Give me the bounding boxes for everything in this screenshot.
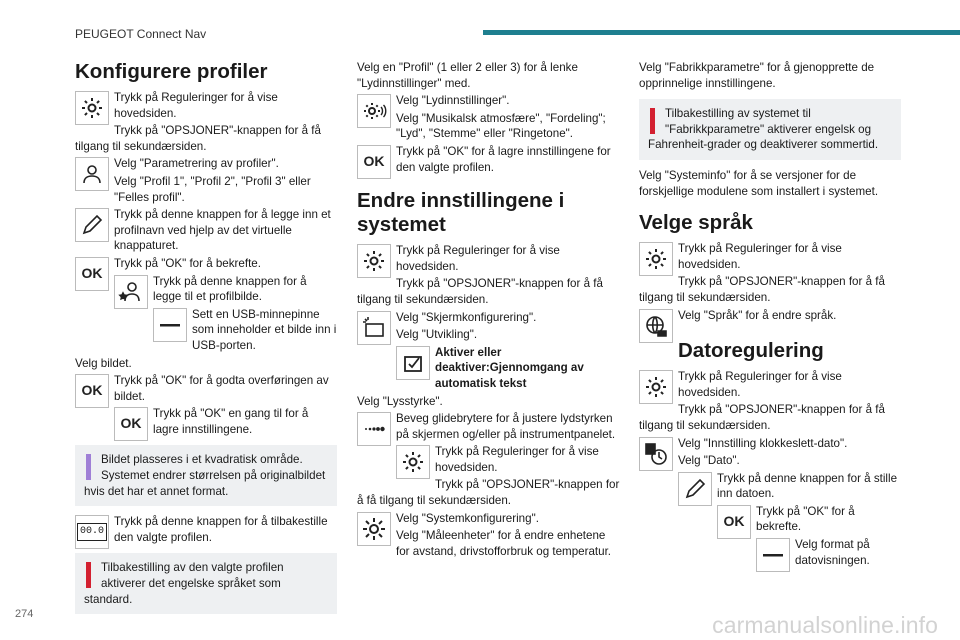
instruction-text: Trykk på Reguleringer for å vise hovedsiden. bbox=[678, 370, 842, 399]
checkbox-icon bbox=[396, 346, 430, 380]
clock-icon bbox=[639, 437, 673, 471]
instruction-text: Trykk på "OPSJONER"-knappen for å få tilgang til sekundærsiden. bbox=[357, 478, 620, 508]
ok-button-image: OK bbox=[114, 407, 148, 441]
gear-icon bbox=[639, 242, 673, 276]
info-icon bbox=[86, 454, 91, 480]
instruction-row bbox=[75, 274, 337, 305]
instruction-text: Trykk på Reguleringer for å vise hovedsiden. bbox=[435, 445, 599, 474]
instruction-row bbox=[639, 308, 901, 324]
section-heading: Velge språk bbox=[639, 211, 753, 235]
section-heading: Endre innstillingene i systemet bbox=[357, 189, 565, 237]
instruction-text: Trykk på denne knappen for å tilbakestille den valgte profilen. bbox=[114, 515, 328, 544]
ok-button-image: OK bbox=[75, 374, 109, 408]
pencil-icon bbox=[678, 472, 712, 506]
warning-note: Tilbakestilling av den valgte profilen aktiverer det engelske språket som standard. bbox=[75, 553, 337, 614]
reset-counter-icon: 00.0 bbox=[75, 515, 109, 549]
instruction-row bbox=[75, 207, 337, 254]
instruction-text: Trykk på "OK" for å godta overføringen av bildet. bbox=[114, 374, 329, 403]
instruction-text: Velg "Systeminfo" for å se versjoner for de forskjellige modulene som installert i systemet. bbox=[639, 168, 879, 198]
instruction-row bbox=[357, 310, 620, 326]
instruction-text: Velg "Innstilling klokkeslett-dato". bbox=[678, 436, 848, 450]
instruction-row bbox=[75, 156, 337, 172]
instruction-row bbox=[639, 369, 901, 400]
instruction-text: Trykk på "OK" en gang til for å lagre innstillingene. bbox=[153, 407, 309, 436]
page-number: 274 bbox=[15, 608, 34, 620]
instruction-row bbox=[357, 144, 620, 175]
instruction-row bbox=[75, 307, 337, 354]
instruction-text: Sett en USB-minnepinne som inneholder et bilde inn i USB-porten. bbox=[192, 307, 337, 352]
column-2 bbox=[357, 58, 620, 561]
running-header: PEUGEOT Connect Nav bbox=[75, 27, 207, 41]
instruction-row bbox=[75, 406, 337, 437]
gear-icon bbox=[357, 244, 391, 278]
instruction-text: Velg "Profil 1", "Profil 2", "Profil 3" eller "Felles profil". bbox=[114, 174, 311, 204]
gear-icon bbox=[639, 370, 673, 404]
instruction-text: Trykk på Reguleringer for å vise hovedsiden. bbox=[114, 91, 278, 120]
sound-settings-icon bbox=[357, 94, 391, 128]
instruction-row bbox=[357, 243, 620, 274]
watermark: carmanualsonline.info bbox=[712, 612, 938, 639]
instruction-row bbox=[75, 514, 337, 545]
header-accent-bar bbox=[483, 30, 960, 35]
usb-bar-icon bbox=[756, 538, 790, 572]
instruction-row bbox=[75, 373, 337, 404]
warning-note: Tilbakestilling av systemet til "Fabrikkparametre" aktiverer engelsk og Fahrenheit-grader og deaktiverer sommertid. bbox=[639, 99, 901, 160]
instruction-text: Velg en "Profil" (1 eller 2 eller 3) for å lenke "Lydinnstillinger" med. bbox=[357, 61, 578, 90]
instruction-row bbox=[639, 241, 901, 272]
instruction-row bbox=[75, 256, 337, 282]
instruction-row bbox=[357, 93, 620, 109]
info-note: Bildet plasseres i et kvadratisk område. Systemet endrer størrelsen på originalbildet hvis det har et annet format. bbox=[75, 445, 337, 506]
instruction-text: Velg bildet. bbox=[75, 356, 132, 370]
brightness-icon bbox=[357, 412, 391, 446]
instruction-text: Trykk på "OPSJONER"-knappen for å få tilgang til sekundærsiden. bbox=[357, 277, 603, 306]
warning-icon bbox=[86, 562, 91, 588]
instruction-text: Trykk på Reguleringer for å vise hovedsiden. bbox=[678, 242, 842, 271]
instruction-text: Velg "Systemkonfigurering". bbox=[396, 511, 539, 525]
instruction-row bbox=[357, 345, 620, 392]
instruction-text: Velg format på datovisningen. bbox=[795, 538, 870, 567]
gear-icon bbox=[75, 91, 109, 125]
usb-bar-icon bbox=[153, 308, 187, 342]
instruction-text: Velg "Fabrikkparametre" for å gjenopprette de opprinnelige innstillingene. bbox=[639, 61, 875, 90]
instruction-row bbox=[639, 471, 901, 502]
instruction-text: Trykk på denne knappen for å stille inn datoen. bbox=[717, 471, 898, 501]
instruction-text: Beveg glidebrytere for å justere lydstyrken på skjermen og/eller på instrumentpanelet. bbox=[396, 412, 616, 441]
pencil-icon bbox=[75, 208, 109, 242]
instruction-text: Velg "Musikalsk atmosfære", "Fordeling"; "Lyd", "Stemme" eller "Ringetone". bbox=[396, 111, 606, 141]
gear-icon bbox=[396, 445, 430, 479]
instruction-text: Trykk på denne knappen for å legge til et profilbilde. bbox=[153, 274, 307, 304]
instruction-text: Velg "Språk" for å endre språk. bbox=[678, 308, 837, 322]
instruction-row bbox=[639, 537, 901, 568]
instruction-text: Velg "Skjermkonfigurering". bbox=[396, 310, 537, 324]
instruction-text: Velg "Parametrering av profiler". bbox=[114, 157, 279, 171]
instruction-text: Trykk på "OK" for å lagre innstillingene for den valgte profilen. bbox=[396, 144, 611, 174]
instruction-text: Velg "Utvikling". bbox=[396, 328, 478, 342]
instruction-text: Trykk på "OK" for å bekrefte. bbox=[114, 256, 261, 270]
warning-icon bbox=[650, 108, 655, 134]
ok-button-image: OK bbox=[717, 505, 751, 539]
instruction-text: Aktiver eller deaktiver:Gjennomgang av automatisk tekst bbox=[435, 345, 584, 390]
system-gear-icon bbox=[357, 512, 391, 546]
instruction-row bbox=[357, 511, 620, 527]
instruction-text: Velg "Måleenheter" for å endre enhetene for avstand, drivstofforbruk og temperatur. bbox=[396, 529, 612, 558]
ok-button-image: OK bbox=[357, 145, 391, 179]
instruction-row bbox=[357, 444, 620, 475]
instruction-text: Trykk på denne knappen for å legge inn et profilnavn ved hjelp av det virtuelle knappaturet. bbox=[114, 208, 331, 253]
instruction-text: Trykk på "OPSJONER"-knappen for å få tilgang til sekundærsiden. bbox=[75, 124, 321, 153]
instruction-text: Velg "Lysstyrke". bbox=[357, 394, 443, 408]
instruction-text: Trykk på "OPSJONER"-knappen for å få tilgang til sekundærsiden. bbox=[639, 403, 885, 432]
add-photo-icon bbox=[114, 275, 148, 309]
section-heading: Datoregulering bbox=[678, 339, 824, 363]
column-1 bbox=[75, 58, 337, 622]
screen-icon bbox=[357, 311, 391, 345]
ok-button-image: OK bbox=[75, 257, 109, 291]
user-icon bbox=[75, 157, 109, 191]
instruction-row bbox=[75, 90, 337, 121]
instruction-text: Trykk på "OK" for å bekrefte. bbox=[756, 504, 855, 534]
instruction-text: Velg "Lydinnstillinger". bbox=[396, 94, 510, 108]
instruction-row bbox=[639, 436, 901, 452]
column-3 bbox=[639, 58, 901, 574]
instruction-row bbox=[639, 504, 901, 535]
language-icon bbox=[639, 309, 673, 343]
instruction-text: Trykk på Reguleringer for å vise hovedsiden. bbox=[396, 244, 560, 273]
instruction-text: Trykk på "OPSJONER"-knappen for å få tilgang til sekundærsiden. bbox=[639, 275, 885, 304]
instruction-row bbox=[357, 411, 620, 442]
instruction-text: Velg "Dato". bbox=[678, 454, 740, 468]
section-heading: Konfigurere profiler bbox=[75, 60, 268, 83]
